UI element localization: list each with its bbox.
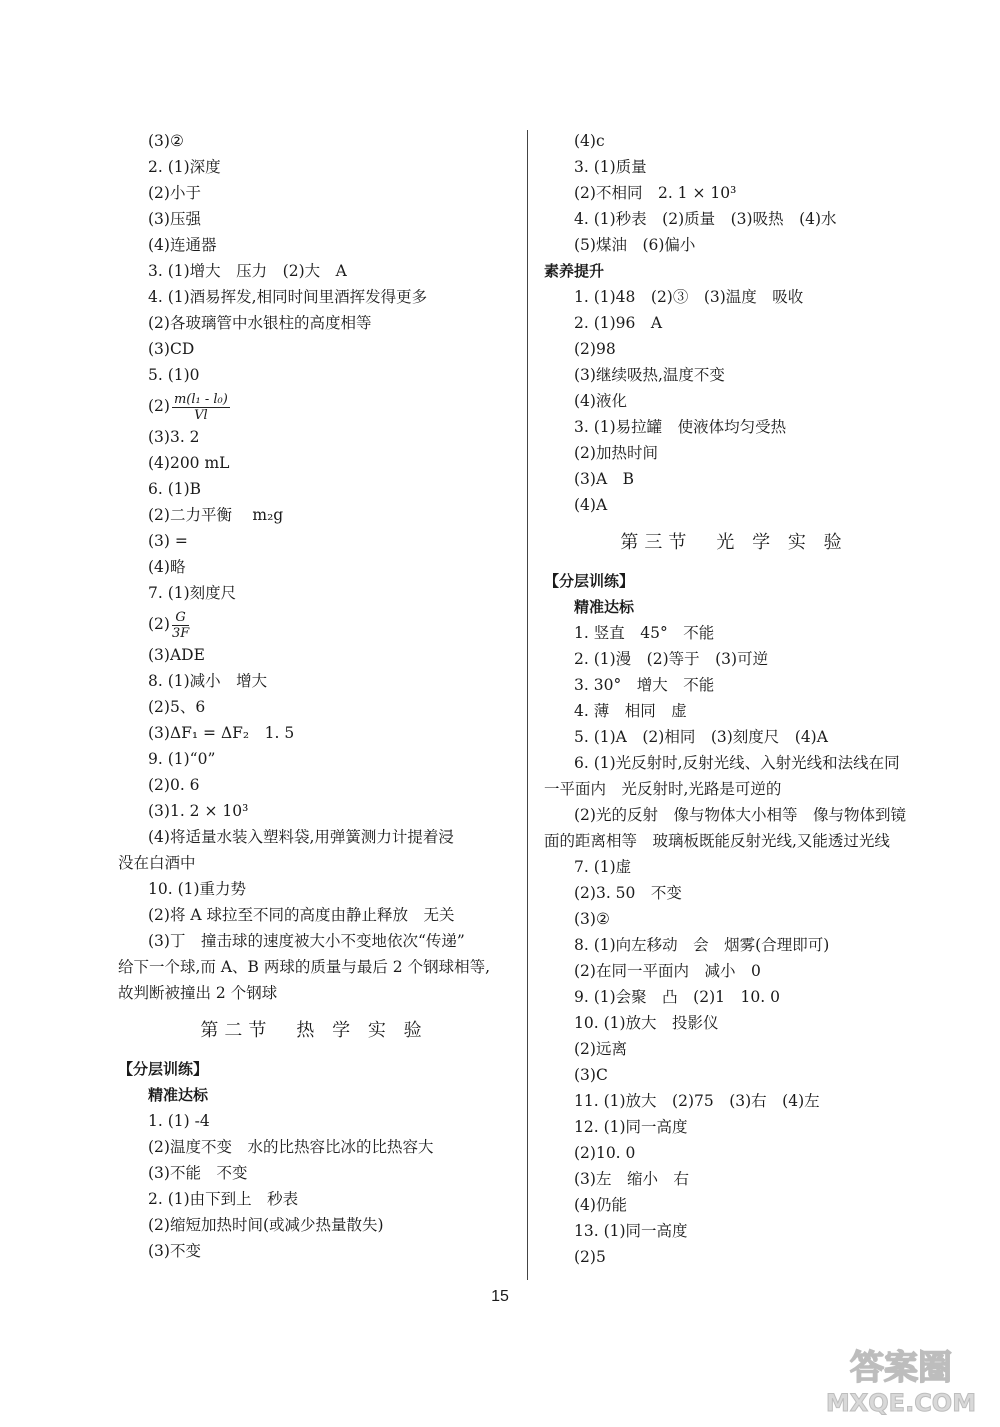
answer-line: 1. (1)48 (2)③ (3)温度 吸收 xyxy=(574,288,804,306)
answer-line: (3)ADE xyxy=(148,646,205,664)
answer-line: 8. (1)减小 增大 xyxy=(148,672,268,690)
answer-line: 6. (1)B xyxy=(148,480,202,498)
answer-line: (3)CD xyxy=(148,340,195,358)
watermark-logo xyxy=(816,1339,986,1419)
answer-line: 4. 薄 相同 虚 xyxy=(574,702,687,720)
answer-line: 4. (1)秒表 (2)质量 (3)吸热 (4)水 xyxy=(574,210,837,228)
answer-line: 9. (1)“0” xyxy=(148,750,216,768)
answer-line: (3) = xyxy=(148,532,188,550)
answer-line: (4)200 mL xyxy=(148,454,230,472)
answer-line: (2) $\frac{G}{3F}$ xyxy=(148,609,190,641)
answer-line: (2)98 xyxy=(574,340,616,358)
answer-line: 13. (1)同一高度 xyxy=(574,1222,688,1240)
subheading: 【分层训练】 xyxy=(544,572,635,590)
answer-line: (4)仍能 xyxy=(574,1196,627,1214)
answer-line: (3)丁 撞击球的速度被大小不变地依次“传递” xyxy=(148,932,465,950)
subheading: 精准达标 xyxy=(148,1086,209,1104)
fraction: $\frac{G}{3F}$ xyxy=(171,609,190,641)
answer-line: (2)0. 6 xyxy=(148,776,200,794)
answer-line: (2)加热时间 xyxy=(574,444,658,462)
answer-line: 7. (1)刻度尺 xyxy=(148,584,237,602)
answer-line: (2)光的反射 像与物体大小相等 像与物体到镜 xyxy=(574,806,906,824)
answer-line: 2. (1)漫 (2)等于 (3)可逆 xyxy=(574,650,769,668)
answer-line: (4)液化 xyxy=(574,392,627,410)
answer-line: 3. 30° 增大 不能 xyxy=(574,676,715,694)
answer-line: 1. 竖直 45° 不能 xyxy=(574,624,715,642)
subheading: 素养提升 xyxy=(544,262,605,280)
answer-line: (4)连通器 xyxy=(148,236,217,254)
left-column xyxy=(118,128,510,1264)
subheading: 【分层训练】 xyxy=(118,1060,209,1078)
fraction: $\frac{\text{m(l₁ - l₀)}}{Vl}$ xyxy=(173,391,228,423)
answer-line: (3)② xyxy=(574,910,610,928)
answer-line: (2)3. 50 不变 xyxy=(574,884,682,902)
answer-line: (3)左 缩小 右 xyxy=(574,1170,689,1188)
right-column xyxy=(544,128,924,1270)
answer-line: 4. (1)酒易挥发,相同时间里酒挥发得更多 xyxy=(148,288,428,306)
answer-line: 故判断被撞出 2 个钢球 xyxy=(118,984,278,1002)
answer-line: 3. (1)质量 xyxy=(574,158,647,176)
answer-line: (2)温度不变 水的比热容比冰的比热容大 xyxy=(148,1138,434,1156)
page-number: 15 xyxy=(491,1288,509,1305)
answer-line: (2)二力平衡 m₂g xyxy=(148,506,284,524)
answer-line: (4)略 xyxy=(148,558,186,576)
answer-line: (3)不能 不变 xyxy=(148,1164,248,1182)
svg-text:MXQE.COM: MXQE.COM xyxy=(825,1389,977,1417)
answer-line: 9. (1)会聚 凸 (2)1 10. 0 xyxy=(574,988,780,1006)
svg-text:答案圈: 答案圈 xyxy=(850,1348,952,1388)
answer-line: (3)A B xyxy=(574,470,635,488)
answer-line: (3)ΔF₁ = ΔF₂ 1. 5 xyxy=(148,724,295,742)
answer-line: (2) $\frac{\text{m(l₁ - l₀)}}{Vl}$ xyxy=(148,391,228,423)
answer-line: (2)小于 xyxy=(148,184,201,202)
answer-line: 8. (1)向左移动 会 烟雾(合理即可) xyxy=(574,936,830,954)
answer-line: (3)② xyxy=(148,132,184,150)
answer-line: 没在白酒中 xyxy=(118,854,196,872)
answer-line: (2)将 A 球拉至不同的高度由静止释放 无关 xyxy=(148,906,455,924)
subheading: 精准达标 xyxy=(574,598,635,616)
answer-line: 一平面内 光反射时,光路是可逆的 xyxy=(544,780,782,798)
answer-line: 6. (1)光反射时,反射光线、入射光线和法线在同 xyxy=(574,754,900,772)
answer-line: 3. (1)增大 压力 (2)大 A xyxy=(148,262,347,280)
answer-line: (2)5、6 xyxy=(148,698,206,716)
answer-line: 10. (1)重力势 xyxy=(148,880,247,898)
answer-line: (2)10. 0 xyxy=(574,1144,636,1162)
answer-line: (2)不相同 2. 1 × 10³ xyxy=(574,184,737,202)
section-heading: 第三节 光 学 实 验 xyxy=(620,532,848,553)
answer-line: 给下一个球,而 A、B 两球的质量与最后 2 个钢球相等, xyxy=(118,958,491,976)
answer-line: 2. (1)深度 xyxy=(148,158,221,176)
answer-line: (3)继续吸热,温度不变 xyxy=(574,366,725,384)
answer-line: (4)c xyxy=(574,132,605,150)
answer-line: (2)缩短加热时间(或减少热量散失) xyxy=(148,1216,384,1234)
answer-line: 2. (1)由下到上 秒表 xyxy=(148,1190,299,1208)
answer-line: (3)C xyxy=(574,1066,608,1084)
answer-line: (3)不变 xyxy=(148,1242,201,1260)
answer-line: (2)在同一平面内 减小 0 xyxy=(574,962,761,980)
answer-line: 5. (1)0 xyxy=(148,366,200,384)
answer-line: (3)1. 2 × 10³ xyxy=(148,802,249,820)
answer-line: 1. (1) -4 xyxy=(148,1112,210,1130)
answer-line: 12. (1)同一高度 xyxy=(574,1118,688,1136)
answer-line: (2)远离 xyxy=(574,1040,627,1058)
answer-line: (2)各玻璃管中水银柱的高度相等 xyxy=(148,314,372,332)
answer-line: (4)A xyxy=(574,496,608,514)
answer-line: (3)压强 xyxy=(148,210,201,228)
column-divider xyxy=(527,130,528,1280)
answer-line: (2)5 xyxy=(574,1248,606,1266)
answer-line: 5. (1)A (2)相同 (3)刻度尺 (4)A xyxy=(574,728,828,746)
answer-line: 面的距离相等 玻璃板既能反射光线,又能透过光线 xyxy=(544,832,890,850)
answer-line: 2. (1)96 A xyxy=(574,314,663,332)
section-heading: 第二节 热 学 实 验 xyxy=(200,1020,428,1041)
answer-line: 7. (1)虚 xyxy=(574,858,632,876)
answer-line: (3)3. 2 xyxy=(148,428,200,446)
answer-line: (5)煤油 (6)偏小 xyxy=(574,236,696,254)
answer-line: 3. (1)易拉罐 使液体均匀受热 xyxy=(574,418,787,436)
answer-line: 10. (1)放大 投影仪 xyxy=(574,1014,719,1032)
answer-line: (4)将适量水装入塑料袋,用弹簧测力计提着浸 xyxy=(148,828,454,846)
answer-line: 11. (1)放大 (2)75 (3)右 (4)左 xyxy=(574,1092,820,1110)
